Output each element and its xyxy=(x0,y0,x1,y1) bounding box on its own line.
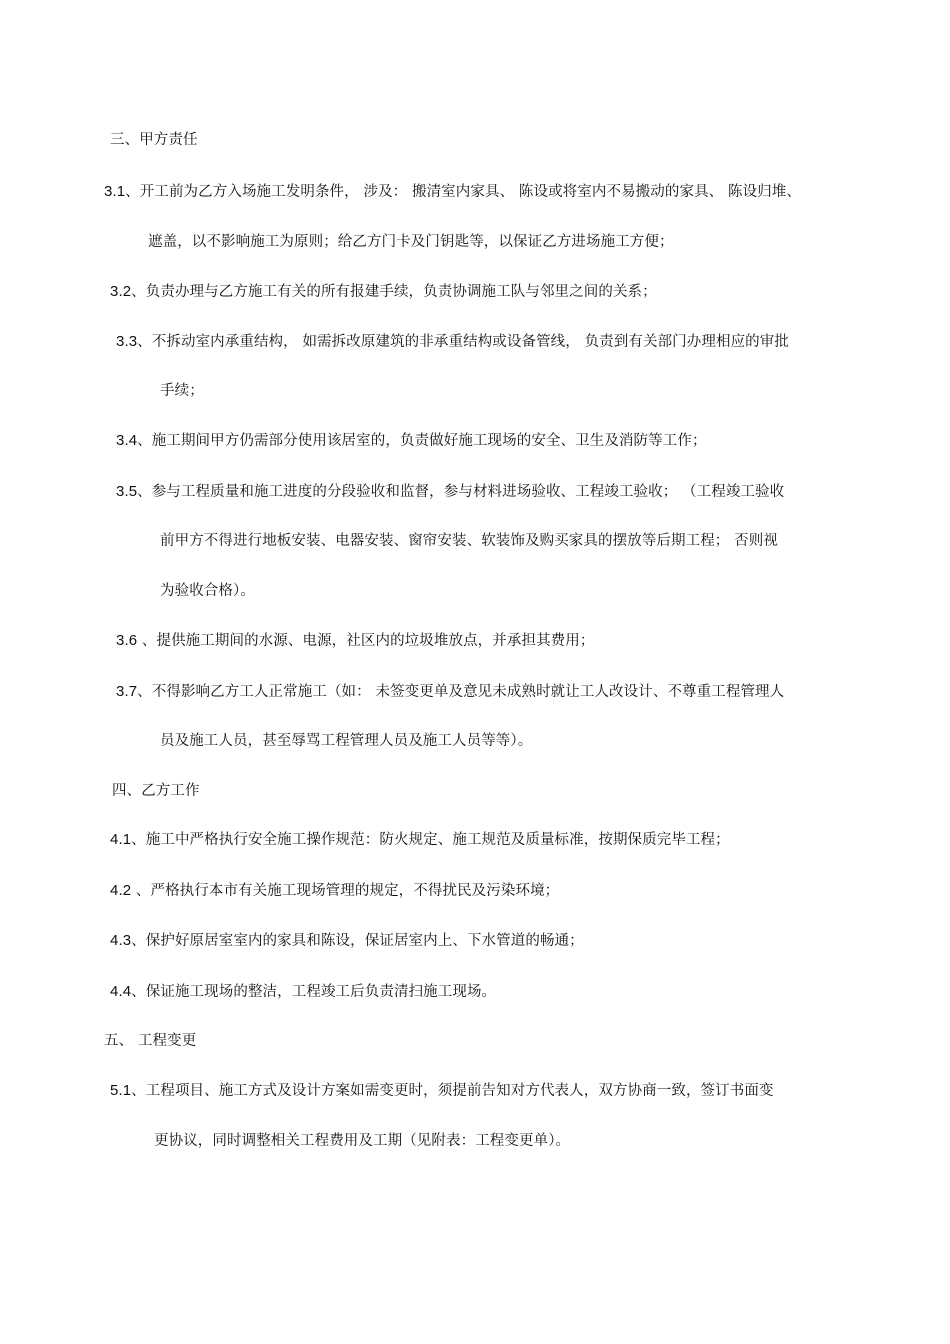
clause-text: 、不拆动室内承重结构， 如需拆改原建筑的非承重结构或设备管线， 负责到有关部门办理相应的审批 xyxy=(137,334,789,350)
clause-text: 、参与工程质量和施工进度的分段验收和监督，参与材料进场验收、工程竣工验收； （工程竣工验收 xyxy=(137,484,785,500)
clause-continuation: 员及施工人员，甚至辱骂工程管理人员及施工人员等等）。 xyxy=(160,733,533,749)
clause-number: 4.2 xyxy=(110,882,132,899)
clause-text: 、施工中严格执行安全施工操作规范：防火规定、施工规范及质量标准，按期保质完毕工程； xyxy=(131,832,730,848)
clause-continuation: 前甲方不得进行地板安装、电器安装、窗帘安装、软装饰及购买家具的摆放等后期工程； 否则视 xyxy=(160,533,778,549)
section-heading: 五、 工程变更 xyxy=(104,1033,197,1049)
clause-4-2 xyxy=(110,881,559,901)
clause-text: 、不得影响乙方工人正常施工（如： 未签变更单及意见未成熟时就让工人改设计、不尊重工程管理人 xyxy=(137,684,785,700)
clause-number: 4.1 xyxy=(110,831,132,848)
clause-text: 、保护好原居室室内的家具和陈设，保证居室内上、下水管道的畅通； xyxy=(131,933,584,949)
clause-number: 3.2 xyxy=(110,283,132,300)
clause-3-3 xyxy=(116,332,789,352)
clause-4-1 xyxy=(110,830,730,850)
section-heading: 三、甲方责任 xyxy=(110,132,198,148)
clause-5-1 xyxy=(110,1081,774,1101)
clause-number: 3.6 xyxy=(116,632,138,649)
clause-number: 3.5 xyxy=(116,483,138,500)
clause-number: 3.7 xyxy=(116,683,138,700)
clause-number: 3.4 xyxy=(116,432,138,449)
clause-3-4 xyxy=(116,431,707,451)
clause-text: 、提供施工期间的水源、电源，社区内的垃圾堆放点，并承担其费用； xyxy=(137,633,595,649)
clause-text: 、工程项目、施工方式及设计方案如需变更时，须提前告知对方代表人，双方协商一致，签订书面变 xyxy=(131,1083,774,1099)
clause-text: 、负责办理与乙方施工有关的所有报建手续，负责协调施工队与邻里之间的关系； xyxy=(131,284,657,300)
clause-3-2 xyxy=(110,282,657,302)
clause-continuation: 遮盖，以不影响施工为原则；给乙方门卡及门钥匙等，以保证乙方进场施工方便； xyxy=(148,234,674,250)
clause-continuation: 为验收合格）。 xyxy=(160,583,255,599)
section-heading: 四、乙方工作 xyxy=(112,783,200,799)
clause-text: 、施工期间甲方仍需部分使用该居室的，负责做好施工现场的安全、卫生及消防等工作； xyxy=(137,433,707,449)
clause-3-5 xyxy=(116,482,784,502)
clause-3-6 xyxy=(116,631,594,651)
clause-number: 3.3 xyxy=(116,333,138,350)
clause-number: 4.3 xyxy=(110,932,132,949)
clause-4-4 xyxy=(110,982,496,1002)
clause-4-3 xyxy=(110,931,584,951)
clause-continuation: 更协议，同时调整相关工程费用及工期（见附表：工程变更单）。 xyxy=(154,1133,571,1149)
clause-text: 、严格执行本市有关施工现场管理的规定，不得扰民及污染环境； xyxy=(131,883,560,899)
clause-3-1 xyxy=(104,182,801,202)
clause-number: 5.1 xyxy=(110,1082,132,1099)
clause-number: 3.1 xyxy=(104,183,126,200)
clause-3-7 xyxy=(116,682,784,702)
clause-continuation: 手续； xyxy=(160,383,204,399)
clause-number: 4.4 xyxy=(110,983,132,1000)
clause-text: 、保证施工现场的整洁，工程竣工后负责清扫施工现场。 xyxy=(131,984,497,1000)
clause-text: 、开工前为乙方入场施工发明条件， 涉及： 搬清室内家具、 陈设或将室内不易搬动的家具、 陈设归堆、 xyxy=(125,184,801,200)
